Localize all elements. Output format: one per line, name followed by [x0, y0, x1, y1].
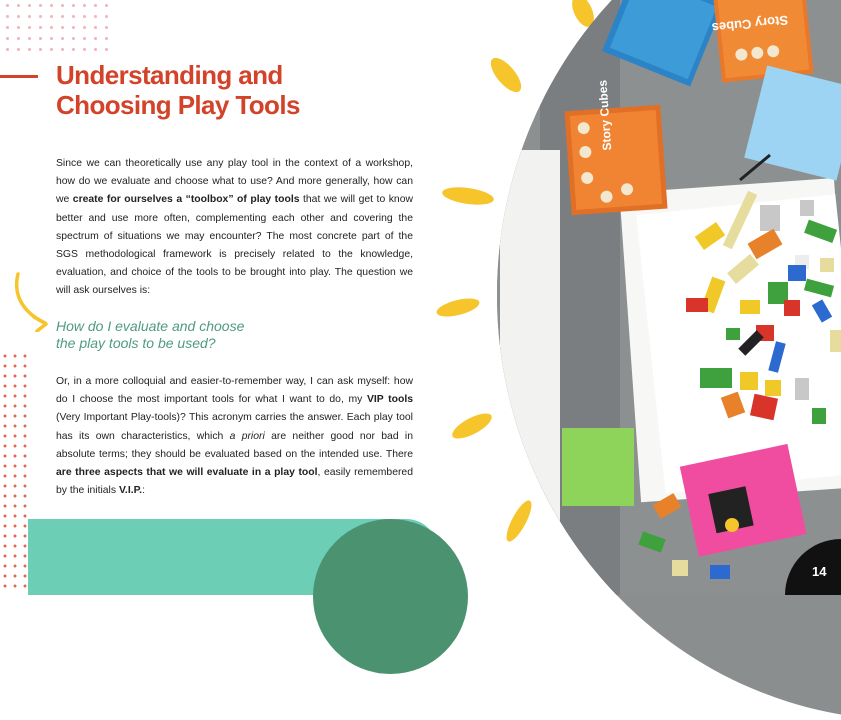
decorative-dots-left — [0, 351, 30, 591]
vip-text-3: are neither good nor bad in absolute terms; they should be evaluated based on the intended use. There — [56, 430, 413, 460]
vip-text-2: (Very Important Play-tools)? This acronym carries the answer. Each play tool has its own characteristics, which — [56, 412, 413, 442]
question-line-2: the play tools to be used? — [56, 335, 216, 351]
decorative-dots-top — [2, 0, 110, 52]
vip-bold-1: VIP tools — [366, 394, 413, 406]
intro-text-2: that we will get to know better and use more often, complementing each other and covering the spectrum of situations we may encounter? The most concrete part of the SGS methodological framework is precisely related to the knowledge, evaluation, and choice of the tools to be brought into play. The question we will ask ourselves is: — [56, 194, 413, 297]
intro-paragraph — [56, 155, 413, 301]
workshop-photo — [497, 0, 841, 720]
vip-italic-1: a priori — [229, 430, 265, 442]
paper-sheet-left — [500, 150, 560, 570]
page-number: 14 — [812, 564, 827, 579]
vip-paragraph — [56, 373, 413, 500]
vip-bold-3: V.I.P. — [118, 485, 143, 497]
vip-text-1: Or, in a more colloquial and easier-to-remember way, I can ask myself: how do I choose the most important tools for what I want to do, my — [56, 376, 413, 406]
box-label-top: Story Cubes — [711, 12, 789, 36]
intro-text-1: Since we can theoretically use any play tool in the context of a workshop, how do we evaluate and choose what to use? And more generally, how can we — [56, 158, 413, 206]
box-label-left: Story Cubes — [595, 79, 615, 152]
sticky-note-green — [562, 428, 634, 506]
curved-arrow-icon — [12, 270, 54, 332]
story-cubes-box-top — [708, 0, 813, 83]
photo-illustration — [497, 0, 841, 595]
title-line-2: Choosing Play Tools — [56, 90, 300, 120]
sun-petal — [449, 409, 495, 444]
page-title — [56, 60, 300, 120]
vip-text-5: : — [142, 485, 145, 497]
green-semicircle — [313, 519, 468, 674]
vip-text-4: , easily remembered by the initials — [56, 467, 413, 497]
vip-bold-2: are three aspects that we will evaluate in a play tool — [56, 467, 318, 479]
title-line-1: Understanding and — [56, 60, 283, 90]
sun-petal — [435, 295, 481, 320]
sun-petal — [441, 184, 495, 207]
intro-bold-1: create for ourselves a “toolbox” of play tools — [72, 194, 300, 206]
question-line-1: How do I evaluate and choose — [56, 318, 245, 334]
paper-sheet-top — [636, 194, 841, 493]
key-question — [56, 318, 244, 352]
title-accent-bar — [0, 75, 38, 78]
